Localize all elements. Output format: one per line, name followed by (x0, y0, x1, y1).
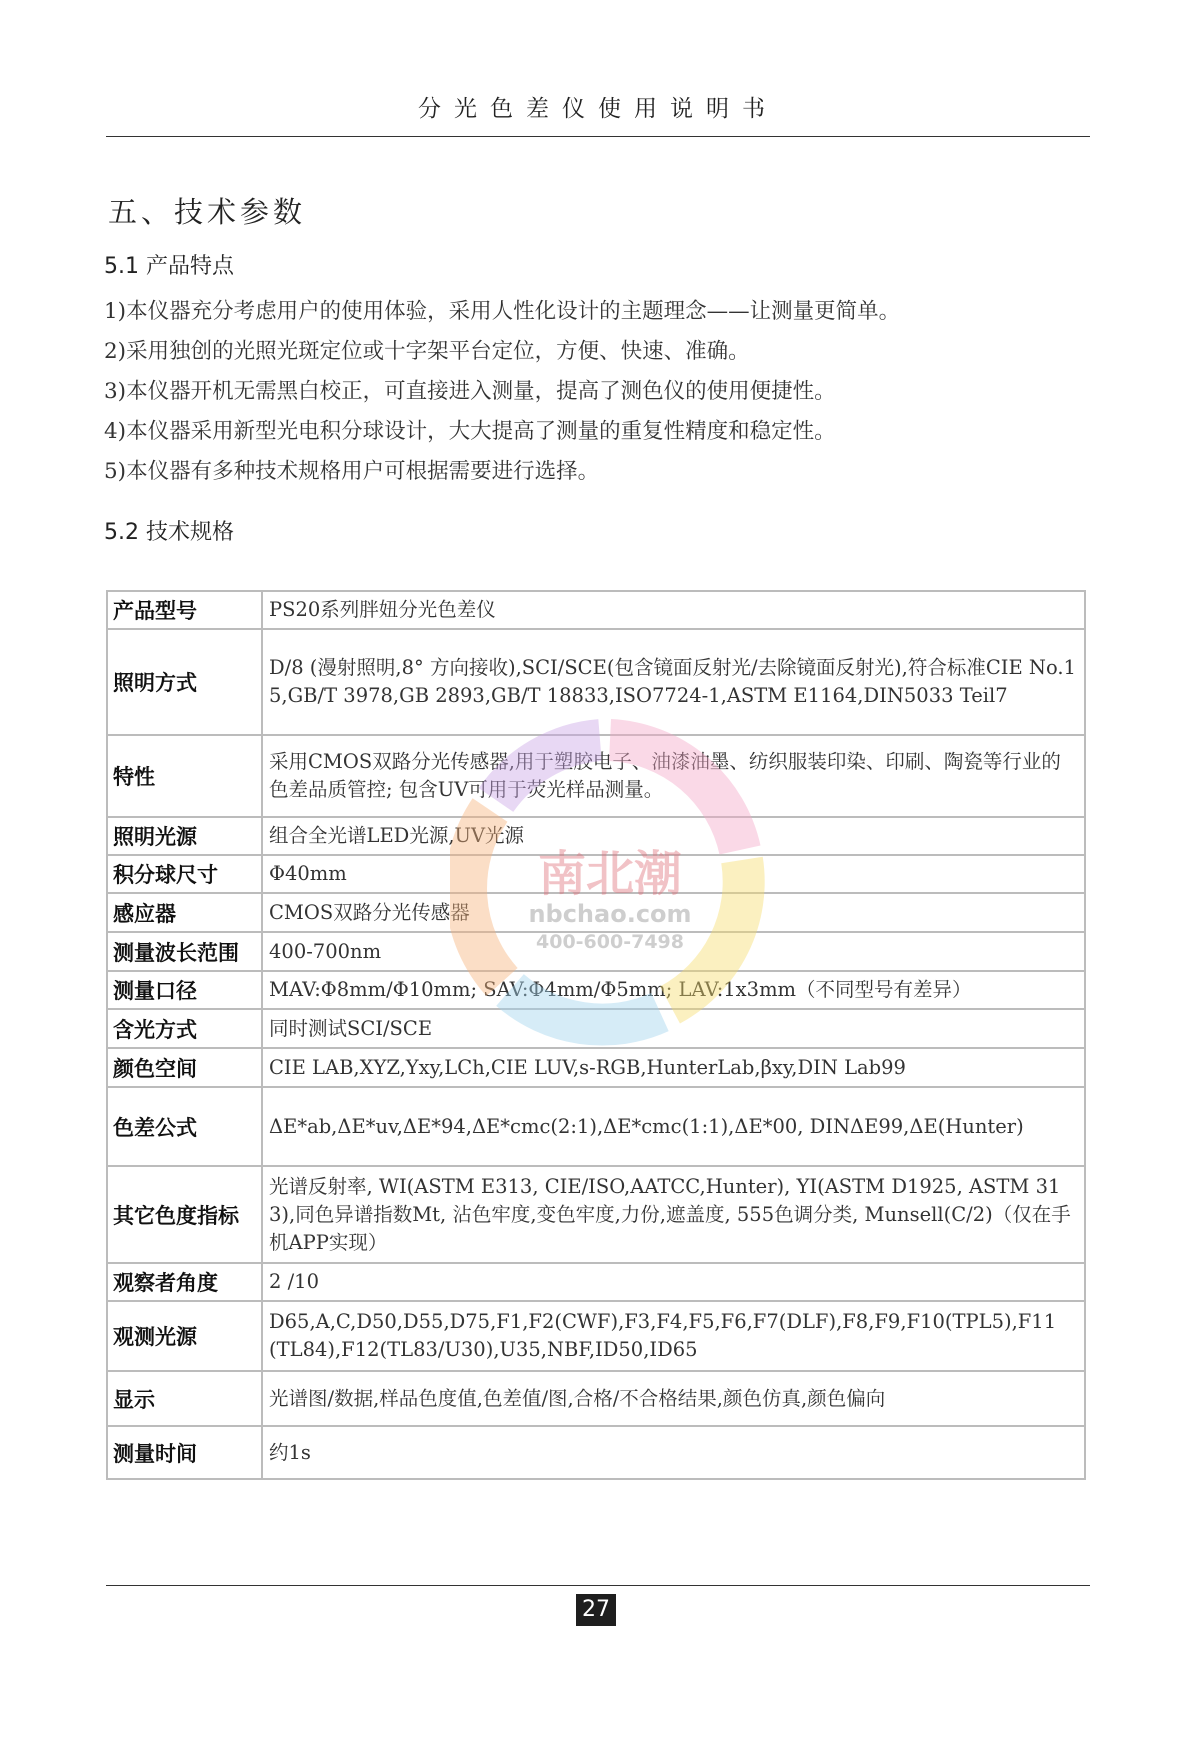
specs-heading: 5.2 技术规格 (104, 520, 234, 545)
watermark-site: nbchao.com (528, 900, 692, 928)
spec-value: 400-700nm (262, 932, 1085, 971)
spec-row (107, 1371, 1085, 1426)
page-number: 27 (576, 1594, 616, 1626)
feature-item: 4)本仪器采用新型光电积分球设计，大大提高了测量的重复性精度和稳定性。 (104, 419, 836, 444)
spec-value: 同时测试SCI/SCE (262, 1009, 1085, 1048)
spec-label: 产品型号 (107, 591, 262, 629)
spec-value: 组合全光谱LED光源,UV光源 (262, 817, 1085, 855)
spec-label: 观察者角度 (107, 1263, 262, 1301)
spec-row (107, 1087, 1085, 1166)
spec-label: 颜色空间 (107, 1048, 262, 1087)
spec-label: 感应器 (107, 893, 262, 932)
spec-label: 显示 (107, 1371, 262, 1426)
spec-value: Φ40mm (262, 855, 1085, 893)
spec-label: 积分球尺寸 (107, 855, 262, 893)
spec-row (107, 1426, 1085, 1479)
feature-item: 5)本仪器有多种技术规格用户可根据需要进行选择。 (104, 459, 600, 484)
feature-item: 3)本仪器开机无需黑白校正，可直接进入测量，提高了测色仪的使用便捷性。 (104, 379, 836, 404)
watermark-phone: 400-600-7498 (536, 931, 684, 953)
spec-value: CIE LAB,XYZ,Yxy,LCh,CIE LUV,s-RGB,HunterLab,βxy,DIN Lab99 (262, 1048, 1085, 1087)
document-header-title: 分光色差仪使用说明书 (418, 96, 778, 122)
watermark-brand: 南北潮 (537, 846, 683, 902)
feature-item: 1)本仪器充分考虑用户的使用体验，采用人性化设计的主题理念——让测量更简单。 (104, 299, 901, 324)
section-title: 五、技术参数 (108, 195, 307, 229)
spec-label: 特性 (107, 735, 262, 817)
feature-list (104, 296, 1084, 496)
spec-label: 色差公式 (107, 1087, 262, 1166)
spec-value: 采用CMOS双路分光传感器,用于塑胶电子、油漆油墨、纺织服装印染、印刷、陶瓷等行业的色差品质管控; 包含UV可用于荧光样品测量。 (262, 735, 1085, 817)
spec-row (107, 1263, 1085, 1301)
spec-label: 观测光源 (107, 1301, 262, 1371)
header-divider (106, 136, 1090, 137)
spec-value: D/8 (漫射照明,8° 方向接收),SCI/SCE(包含镜面反射光/去除镜面反射光),符合标准CIE No.15,GB/T 3978,GB 2893,GB/T 18833,ISO7724-1,ASTM E1164,DIN5033 Teil7 (262, 629, 1085, 735)
spec-value: 2 /10 (262, 1263, 1085, 1301)
spec-value: 光谱反射率, WI(ASTM E313, CIE/ISO,AATCC,Hunter), YI(ASTM D1925, ASTM 313),同色异谱指数Mt, 沾色牢度,变色牢度,力份,遮盖度, 555色调分类, Munsell(C/2)（仅在手机APP实现） (262, 1166, 1085, 1263)
spec-row (107, 591, 1085, 629)
spec-value: ΔE*ab,ΔE*uv,ΔE*94,ΔE*cmc(2:1),ΔE*cmc(1:1),ΔE*00, DINΔE99,ΔE(Hunter) (262, 1087, 1085, 1166)
spec-label: 照明方式 (107, 629, 262, 735)
spec-label: 测量口径 (107, 971, 262, 1009)
spec-label: 含光方式 (107, 1009, 262, 1048)
spec-value: D65,A,C,D50,D55,D75,F1,F2(CWF),F3,F4,F5,F6,F7(DLF),F8,F9,F10(TPL5),F11(TL84),F12(TL83/U30),U35,NBF,ID50,ID65 (262, 1301, 1085, 1371)
spec-label: 照明光源 (107, 817, 262, 855)
footer-divider (106, 1585, 1090, 1586)
spec-value: PS20系列胖妞分光色差仪 (262, 591, 1085, 629)
spec-row (107, 1301, 1085, 1371)
spec-value: 约1s (262, 1426, 1085, 1479)
spec-value: 光谱图/数据,样品色度值,色差值/图,合格/不合格结果,颜色仿真,颜色偏向 (262, 1371, 1085, 1426)
spec-label: 其它色度指标 (107, 1166, 262, 1263)
watermark-logo (450, 700, 770, 1060)
spec-value: MAV:Φ8mm/Φ10mm; SAV:Φ4mm/Φ5mm; LAV:1x3mm（不同型号有差异） (262, 971, 1085, 1009)
features-heading: 5.1 产品特点 (104, 254, 234, 279)
spec-label: 测量时间 (107, 1426, 262, 1479)
feature-item: 2)采用独创的光照光斑定位或十字架平台定位，方便、快速、准确。 (104, 339, 750, 364)
spec-value: CMOS双路分光传感器 (262, 893, 1085, 932)
spec-label: 测量波长范围 (107, 932, 262, 971)
spec-row (107, 1166, 1085, 1263)
